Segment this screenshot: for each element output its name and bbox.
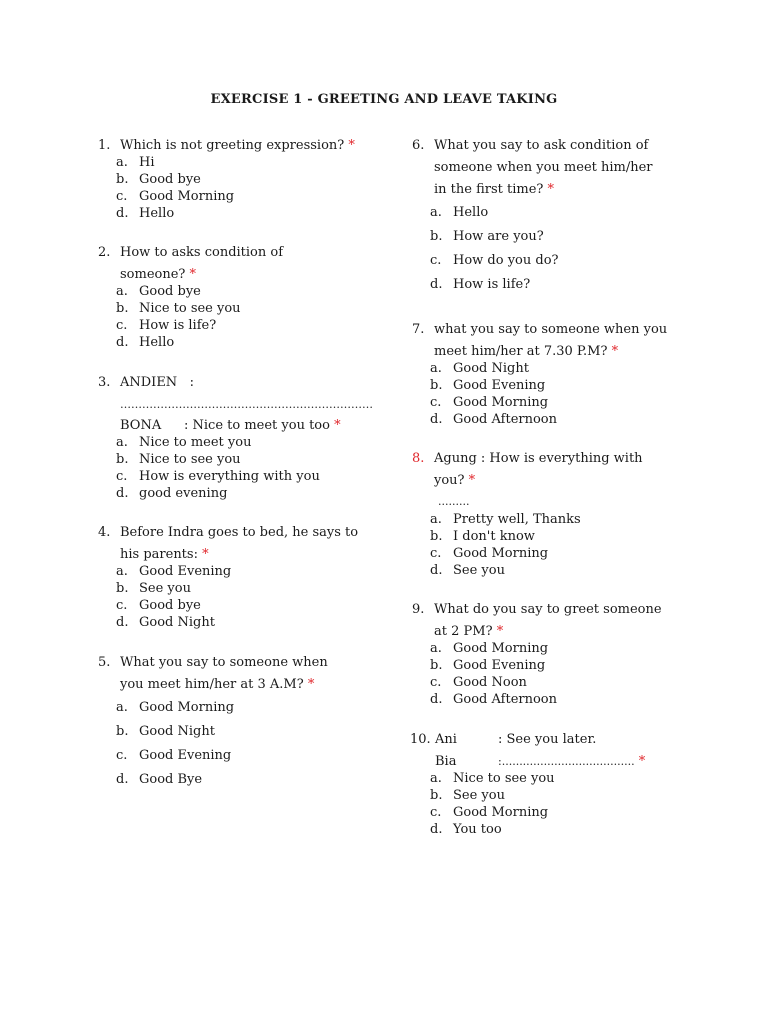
question-number: 8. (412, 451, 425, 466)
question-number: 9. (412, 602, 425, 617)
required-asterisk: * (496, 624, 504, 639)
question-text-cont: at 2 PM? * (434, 624, 504, 639)
required-asterisk: * (202, 547, 209, 562)
dialog-line: : Nice to meet you too * (184, 418, 341, 433)
question-number: 10. (410, 732, 431, 747)
dialog-line: : See you later. (498, 732, 597, 747)
required-asterisk: * (307, 677, 315, 692)
required-asterisk: * (468, 473, 476, 488)
question-text: What you say to ask condition of (434, 138, 649, 153)
question-text-cont: in the first time? * (434, 182, 555, 197)
question-text: What do you say to greet someone (434, 602, 662, 617)
question-text-cont: you? * (434, 473, 476, 488)
question-text: what you say to someone when you (434, 322, 668, 337)
question-text-cont: you meet him/her at 3 A.M? * (120, 677, 315, 692)
question-number: 1. (98, 138, 111, 153)
question-text: Which is not greeting expression? * (120, 138, 355, 153)
question-text-cont: his parents: * (120, 547, 209, 562)
question-text-cont: someone when you meet him/her (434, 160, 653, 175)
question-text: Before Indra goes to bed, he says to (120, 525, 359, 540)
question-number: 6. (412, 138, 425, 153)
required-asterisk: * (638, 754, 646, 769)
question-number: 7. (412, 322, 425, 337)
answer-blank: :...................................... * (498, 754, 646, 769)
question-number: 4. (98, 525, 111, 540)
question-text: What you say to someone when (120, 655, 328, 670)
required-asterisk: * (334, 418, 341, 433)
dialog-speaker: BONA (120, 418, 162, 433)
question-number: 5. (98, 655, 111, 670)
question-number: 3. (98, 375, 111, 390)
dialog-speaker: Bia (435, 754, 457, 769)
question-text: ANDIEN : (120, 375, 194, 390)
required-asterisk: * (547, 182, 555, 197)
question-text-cont: meet him/her at 7.30 P.M? * (434, 344, 619, 359)
question-number: 2. (98, 245, 111, 260)
answer-blank: …………………………………………………………… (120, 398, 373, 411)
page-title: EXERCISE 1 - GREETING AND LEAVE TAKING (210, 92, 558, 107)
required-asterisk: * (348, 138, 355, 153)
required-asterisk: * (611, 344, 619, 359)
dialog-speaker: Ani (435, 732, 457, 747)
question-text-cont: someone? * (120, 267, 197, 282)
question-text: Agung : How is everything with (434, 451, 643, 466)
answer-blank: ......... (438, 495, 470, 508)
question-text: How to asks condition of (120, 245, 284, 260)
required-asterisk: * (189, 267, 197, 282)
